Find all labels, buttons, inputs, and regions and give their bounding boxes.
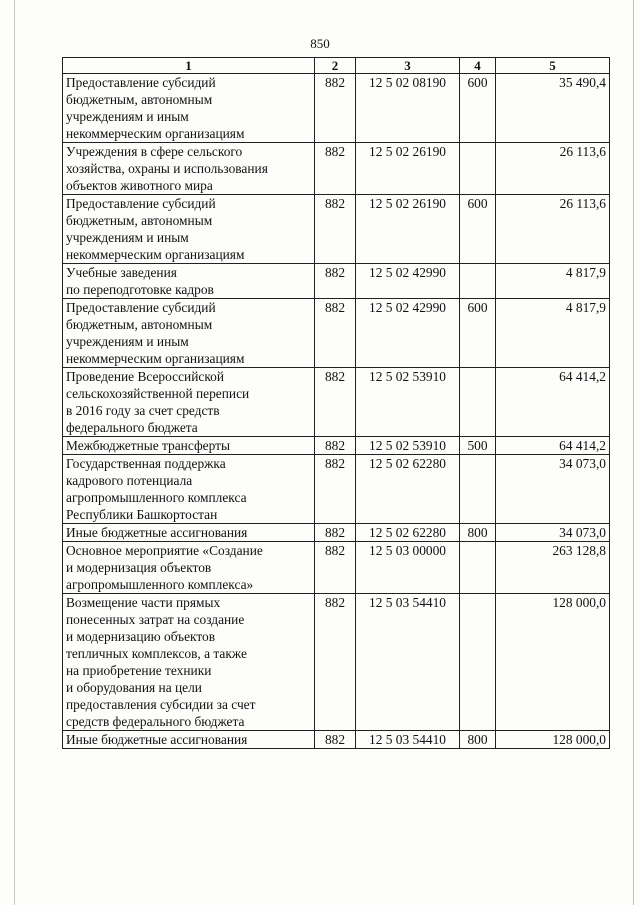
table-row [63, 542, 610, 594]
cell-name: Возмещение части прямых понесенных затрат на создание и модернизацию объектов тепличных комплексов, а также на приобретение техники и оборудования на цели предоставления субсидии за счет средств федерального бюджета [63, 594, 315, 731]
header-col-2: 2 [315, 58, 356, 74]
cell-admin-code: 882 [315, 195, 356, 264]
cell-admin-code: 882 [315, 542, 356, 594]
cell-expense-type: 600 [460, 299, 496, 368]
header-row [63, 58, 610, 74]
cell-target-code: 12 5 02 26190 [356, 143, 460, 195]
cell-target-code: 12 5 03 54410 [356, 731, 460, 749]
cell-name: Предоставление субсидий бюджетным, автономным учреждениям и иным некоммерческим организациям [63, 195, 315, 264]
cell-admin-code: 882 [315, 264, 356, 299]
cell-admin-code: 882 [315, 74, 356, 143]
cell-target-code: 12 5 02 26190 [356, 195, 460, 264]
cell-name: Государственная поддержка кадрового потенциала агропромышленного комплекса Республики Башкортостан [63, 455, 315, 524]
cell-admin-code: 882 [315, 299, 356, 368]
table-row [63, 299, 610, 368]
cell-amount: 26 113,6 [496, 143, 610, 195]
cell-amount: 64 414,2 [496, 368, 610, 437]
cell-expense-type [460, 542, 496, 594]
cell-name: Иные бюджетные ассигнования [63, 731, 315, 749]
header-col-4: 4 [460, 58, 496, 74]
table-row [63, 143, 610, 195]
cell-name: Иные бюджетные ассигнования [63, 524, 315, 542]
header-col-3: 3 [356, 58, 460, 74]
cell-expense-type [460, 264, 496, 299]
cell-amount: 34 073,0 [496, 524, 610, 542]
cell-expense-type: 600 [460, 74, 496, 143]
cell-name: Проведение Всероссийской сельскохозяйственной переписи в 2016 году за счет средств федерального бюджета [63, 368, 315, 437]
cell-amount: 128 000,0 [496, 731, 610, 749]
cell-admin-code: 882 [315, 368, 356, 437]
cell-target-code: 12 5 02 42990 [356, 299, 460, 368]
cell-target-code: 12 5 02 42990 [356, 264, 460, 299]
cell-admin-code: 882 [315, 731, 356, 749]
cell-target-code: 12 5 03 54410 [356, 594, 460, 731]
cell-expense-type: 500 [460, 437, 496, 455]
table-row [63, 437, 610, 455]
cell-amount: 4 817,9 [496, 264, 610, 299]
cell-expense-type [460, 455, 496, 524]
header-col-1: 1 [63, 58, 315, 74]
scan-left-edge [14, 0, 15, 905]
cell-expense-type: 600 [460, 195, 496, 264]
cell-name: Предоставление субсидий бюджетным, автономным учреждениям и иным некоммерческим организациям [63, 74, 315, 143]
cell-expense-type: 800 [460, 731, 496, 749]
cell-admin-code: 882 [315, 143, 356, 195]
cell-expense-type [460, 143, 496, 195]
cell-expense-type [460, 594, 496, 731]
cell-target-code: 12 5 02 08190 [356, 74, 460, 143]
cell-admin-code: 882 [315, 594, 356, 731]
table-row [63, 195, 610, 264]
cell-target-code: 12 5 03 00000 [356, 542, 460, 594]
cell-amount: 64 414,2 [496, 437, 610, 455]
cell-target-code: 12 5 02 53910 [356, 437, 460, 455]
cell-expense-type: 800 [460, 524, 496, 542]
cell-admin-code: 882 [315, 437, 356, 455]
cell-name: Учреждения в сфере сельского хозяйства, охраны и использования объектов животного мира [63, 143, 315, 195]
table-row [63, 524, 610, 542]
cell-amount: 263 128,8 [496, 542, 610, 594]
cell-name: Учебные заведения по переподготовке кадров [63, 264, 315, 299]
cell-name: Межбюджетные трансферты [63, 437, 315, 455]
cell-admin-code: 882 [315, 455, 356, 524]
cell-name: Предоставление субсидий бюджетным, автономным учреждениям и иным некоммерческим организациям [63, 299, 315, 368]
table-row [63, 455, 610, 524]
cell-amount: 26 113,6 [496, 195, 610, 264]
cell-target-code: 12 5 02 53910 [356, 368, 460, 437]
cell-amount: 35 490,4 [496, 74, 610, 143]
cell-amount: 4 817,9 [496, 299, 610, 368]
cell-target-code: 12 5 02 62280 [356, 524, 460, 542]
table-row [63, 731, 610, 749]
page-number: 850 [310, 36, 330, 51]
cell-amount: 34 073,0 [496, 455, 610, 524]
cell-expense-type [460, 368, 496, 437]
table-row [63, 368, 610, 437]
scan-right-edge [633, 0, 634, 905]
table-body [63, 74, 610, 749]
table-row [63, 264, 610, 299]
cell-target-code: 12 5 02 62280 [356, 455, 460, 524]
table-row [63, 74, 610, 143]
budget-table [62, 57, 610, 749]
cell-admin-code: 882 [315, 524, 356, 542]
cell-amount: 128 000,0 [496, 594, 610, 731]
cell-name: Основное мероприятие «Создание и модернизация объектов агропромышленного комплекса» [63, 542, 315, 594]
table-row [63, 594, 610, 731]
header-col-5: 5 [496, 58, 610, 74]
